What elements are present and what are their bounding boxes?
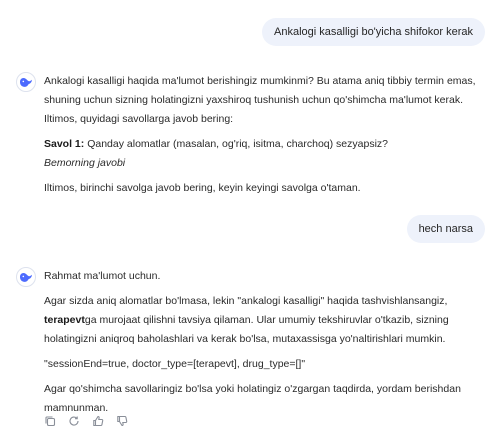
question-1 <box>44 135 484 154</box>
question-label: Savol 1: <box>44 138 85 150</box>
assistant-instruction: Iltimos, birinchi savolga javob bering, keyin keyingi savolga o'taman. <box>44 182 361 194</box>
user-message-bubble: Ankalogi kasalligi bo'yicha shifokor kerak <box>262 18 485 46</box>
doctor-type-highlight: terapevt <box>44 314 85 326</box>
regenerate-icon[interactable] <box>68 414 80 426</box>
whale-logo-icon <box>16 267 36 287</box>
message-actions <box>44 414 128 426</box>
whale-logo-icon <box>16 72 36 92</box>
question-text: Qanday alomatlar (masalan, og'riq, isitma, charchoq) sezyapsiz? <box>84 138 389 150</box>
assistant-closing: Agar qo'shimcha savollaringiz bo'lsa yoki holatingiz o'zgargan taqdirda, yordam berishdan mamnunman. <box>44 383 461 414</box>
copy-icon[interactable] <box>44 414 56 426</box>
assistant-thanks: Rahmat ma'lumot uchun. <box>44 270 161 282</box>
assistant-message <box>44 72 484 198</box>
assistant-message <box>44 267 484 418</box>
user-message-bubble: hech narsa <box>407 215 485 243</box>
assistant-intro: Ankalogi kasalligi haqida ma'lumot berishingiz mumkinmi? Bu atama aniq tibbiy termin emas, shuning uchun sizning holatingizni yaxshiroq tushunish uchun qo'shimcha ma'lumot kerak. Iltimos, quyidagi savollarga javob bering: <box>44 75 476 125</box>
assistant-recommendation: Agar sizda aniq alomatlar bo'lmasa, lekin "ankalogi kasalligi" haqida tashvishlansangiz, terapevtga murojaat qilishni tavsiya qilaman. Ular umumiy tekshiruvlar o'tkazib, sizning holatingizni aniqroq baholashlari va kerak bo'lsa, mutaxassisga yo'naltirishlari mumkin. <box>44 295 449 345</box>
thumbs-down-icon[interactable] <box>116 414 128 426</box>
answer-placeholder: Bemorning javobi <box>44 157 126 169</box>
thumbs-up-icon[interactable] <box>92 414 104 426</box>
session-line: "sessionEnd=true, doctor_type=[terapevt], drug_type=[]" <box>44 358 306 370</box>
